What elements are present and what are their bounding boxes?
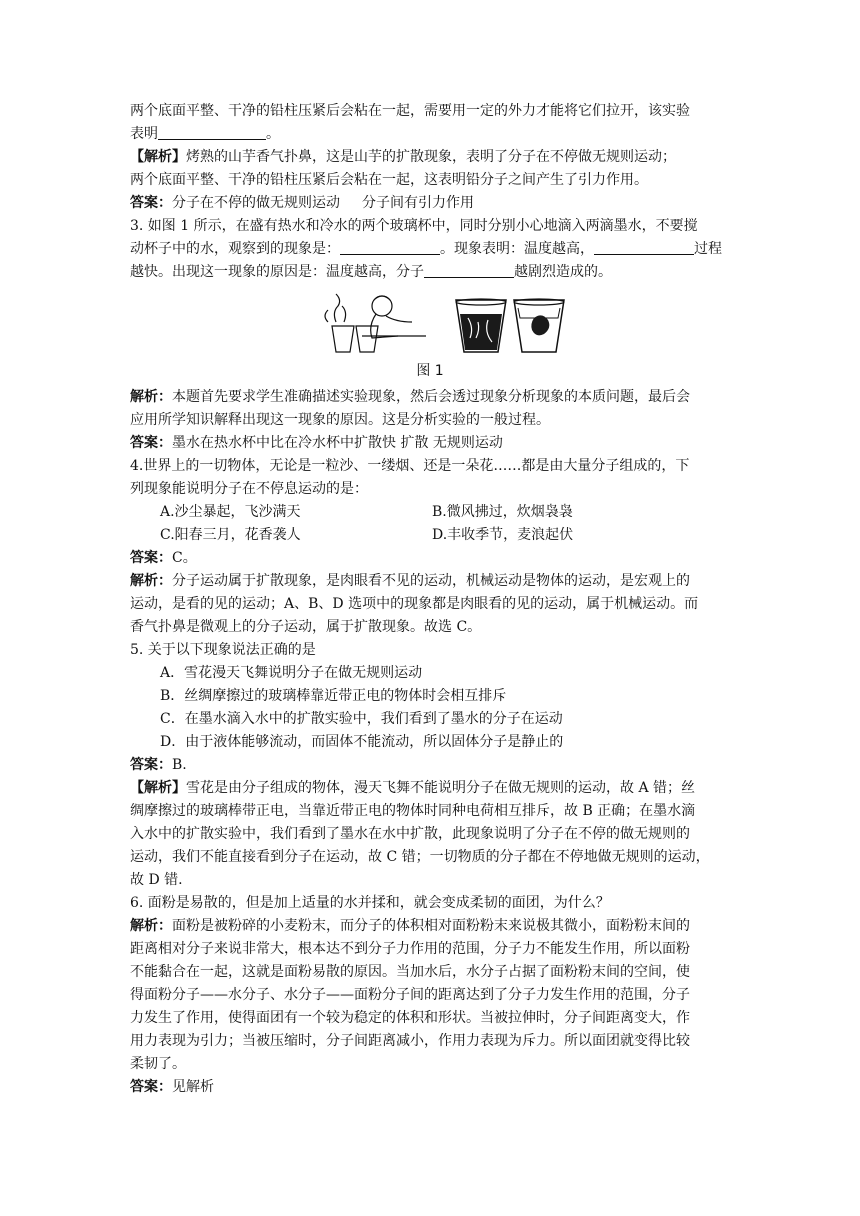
analysis-line: 不能黏合在一起，这就是面粉易散的原因。当加水后，水分子占据了面粉粉末间的空间，使 xyxy=(130,964,690,980)
question-6-stem: 6. 面粉是易散的，但是加上适量的水并揉和，就会变成柔韧的面团，为什么？ xyxy=(130,895,610,911)
question-text-line: 越快。出现这一现象的原因是：温度越高，分子 越剧烈造成的。 xyxy=(130,264,612,280)
analysis-line: 【解析】烤熟的山芋香气扑鼻，这是山芋的扩散现象，表明了分子在不停做无规则运动； xyxy=(130,149,676,165)
analysis-line: 应用所学知识解释出现这一现象的原因。这是分析实验的一般过程。 xyxy=(130,412,550,428)
analysis-line: 【解析】雪花是由分子组成的物体，漫天飞舞不能说明分子在做无规则的运动，故 A 错；丝 xyxy=(130,780,696,796)
analysis-line: 故 D 错. xyxy=(130,872,183,888)
analysis-label: 【解析】 xyxy=(130,149,186,165)
analysis-line: 运动，我们不能直接看到分子在运动，故 C 错；一切物质的分子都在不停地做无规则的运动， xyxy=(130,849,710,865)
analysis-line: 绸摩擦过的玻璃棒带正电，当靠近带正电的物体时同种电荷相互排斥，故 B 正确；在墨水滴 xyxy=(130,803,696,819)
answer-blank xyxy=(594,240,694,255)
question-text-line: 表明 。 xyxy=(130,126,280,142)
analysis-line: 力发生了作用，使得面团有一个较为稳定的体积和形状。当被拉伸时，分子间距离变大，作 xyxy=(130,1010,690,1026)
answer-line: 答案：B. xyxy=(130,757,187,773)
figure-caption: 图 1 xyxy=(416,363,444,379)
option-row xyxy=(130,524,730,547)
question-4-stem: 4.世界上的一切物体，无论是一粒沙、一缕烟、还是一朵花……都是由大量分子组成的，下 xyxy=(130,458,690,474)
answer-line: 答案：墨水在热水杯中比在冷水杯中扩散快 扩散 无规则运动 xyxy=(130,435,503,451)
answer-label: 答案： xyxy=(130,195,172,211)
question-5-stem: 5. 关于以下现象说法正确的是 xyxy=(130,642,316,658)
answer-line: 答案：见解析 xyxy=(130,1079,214,1095)
analysis-line: 运动，是看的见的运动；A、B、D 选项中的现象都是肉眼看的见的运动，属于机械运动。而 xyxy=(130,596,699,612)
answer-blank xyxy=(340,240,440,255)
analysis-line: 两个底面平整、干净的铅柱压紧后会粘在一起，这表明铅分子之间产生了引力作用。 xyxy=(130,172,648,188)
ink-diffusion-illustration xyxy=(130,292,730,356)
analysis-line: 距离相对分子来说非常大，根本达不到分子力作用的范围，分子力不能发生作用，所以面粉 xyxy=(130,941,690,957)
analysis-line: 解析：面粉是被粉碎的小麦粉末，而分子的体积相对面粉粉末来说极其微小，面粉粉末间的 xyxy=(130,918,690,934)
analysis-line: 柔韧了。 xyxy=(130,1056,186,1072)
analysis-line: 解析：分子运动属于扩散现象，是肉眼看不见的运动，机械运动是物体的运动，是宏观上的 xyxy=(130,573,690,589)
hot-water-glass xyxy=(456,299,506,352)
analysis-line: 入水中的扩散实验中，我们看到了墨水在水中扩散，此现象说明了分子在不停的做无规则的 xyxy=(130,826,690,842)
analysis-line: 用力表现为引力；当被压缩时，分子间距离减小，作用力表现为斥力。所以面团就变得比较 xyxy=(130,1033,690,1049)
answer-label: 答案： xyxy=(130,550,172,566)
option-d: D.丰收季节，麦浪起伏 xyxy=(432,527,574,543)
option-a: A．雪花漫天飞舞说明分子在做无规则运动 xyxy=(160,665,423,681)
option-b: B.微风拂过，炊烟袅袅 xyxy=(432,504,573,520)
person-drawing xyxy=(362,296,426,338)
option-c: C．在墨水滴入水中的扩散实验中，我们看到了墨水的分子在运动 xyxy=(160,711,563,727)
cold-water-glass xyxy=(514,299,564,352)
answer-label: 答案： xyxy=(130,435,172,451)
question-3-stem: 3. 如图 1 所示，在盛有热水和冷水的两个玻璃杯中，同时分别小心地滴入两滴墨水，不要搅 xyxy=(130,218,698,234)
option-row xyxy=(130,501,730,524)
figure-1 xyxy=(130,292,730,356)
small-cups-drawing xyxy=(325,294,378,352)
answer-label: 答案： xyxy=(130,1079,172,1095)
analysis-label: 【解析】 xyxy=(130,780,186,796)
option-c: C.阳春三月，花香袭人 xyxy=(160,527,301,543)
analysis-label: 解析： xyxy=(130,389,172,405)
answer-blank xyxy=(424,263,514,278)
option-b: B．丝绸摩擦过的玻璃棒靠近带正电的物体时会相互排斥 xyxy=(160,688,507,704)
answer-label: 答案： xyxy=(130,757,172,773)
analysis-label: 解析： xyxy=(130,918,172,934)
answer-line: 答案：分子在不停的做无规则运动 分子间有引力作用 xyxy=(130,195,474,211)
answer-line: 答案：C。 xyxy=(130,550,197,566)
answer-blank xyxy=(158,125,266,140)
question-text-line: 列现象能说明分子在不停息运动的是： xyxy=(130,481,368,497)
question-text-line: 两个底面平整、干净的铅柱压紧后会粘在一起，需要用一定的外力才能将它们拉开，该实验 xyxy=(130,103,690,119)
document-page xyxy=(130,100,730,1099)
analysis-line: 解析：本题首先要求学生准确描述实验现象，然后会透过现象分析现象的本质问题，最后会 xyxy=(130,389,690,405)
option-d: D．由于液体能够流动，而固体不能流动，所以固体分子是静止的 xyxy=(160,734,564,750)
analysis-line: 香气扑鼻是微观上的分子运动，属于扩散现象。故选 C。 xyxy=(130,619,482,635)
question-text-line: 动杯子中的水，观察到的现象是： 。现象表明：温度越高， 过程 xyxy=(130,241,722,257)
analysis-label: 解析： xyxy=(130,573,172,589)
option-a: A.沙尘暴起，飞沙满天 xyxy=(160,504,301,520)
analysis-line: 得面粉分子——水分子、水分子——面粉分子间的距离达到了分子力发生作用的范围，分子 xyxy=(130,987,690,1003)
